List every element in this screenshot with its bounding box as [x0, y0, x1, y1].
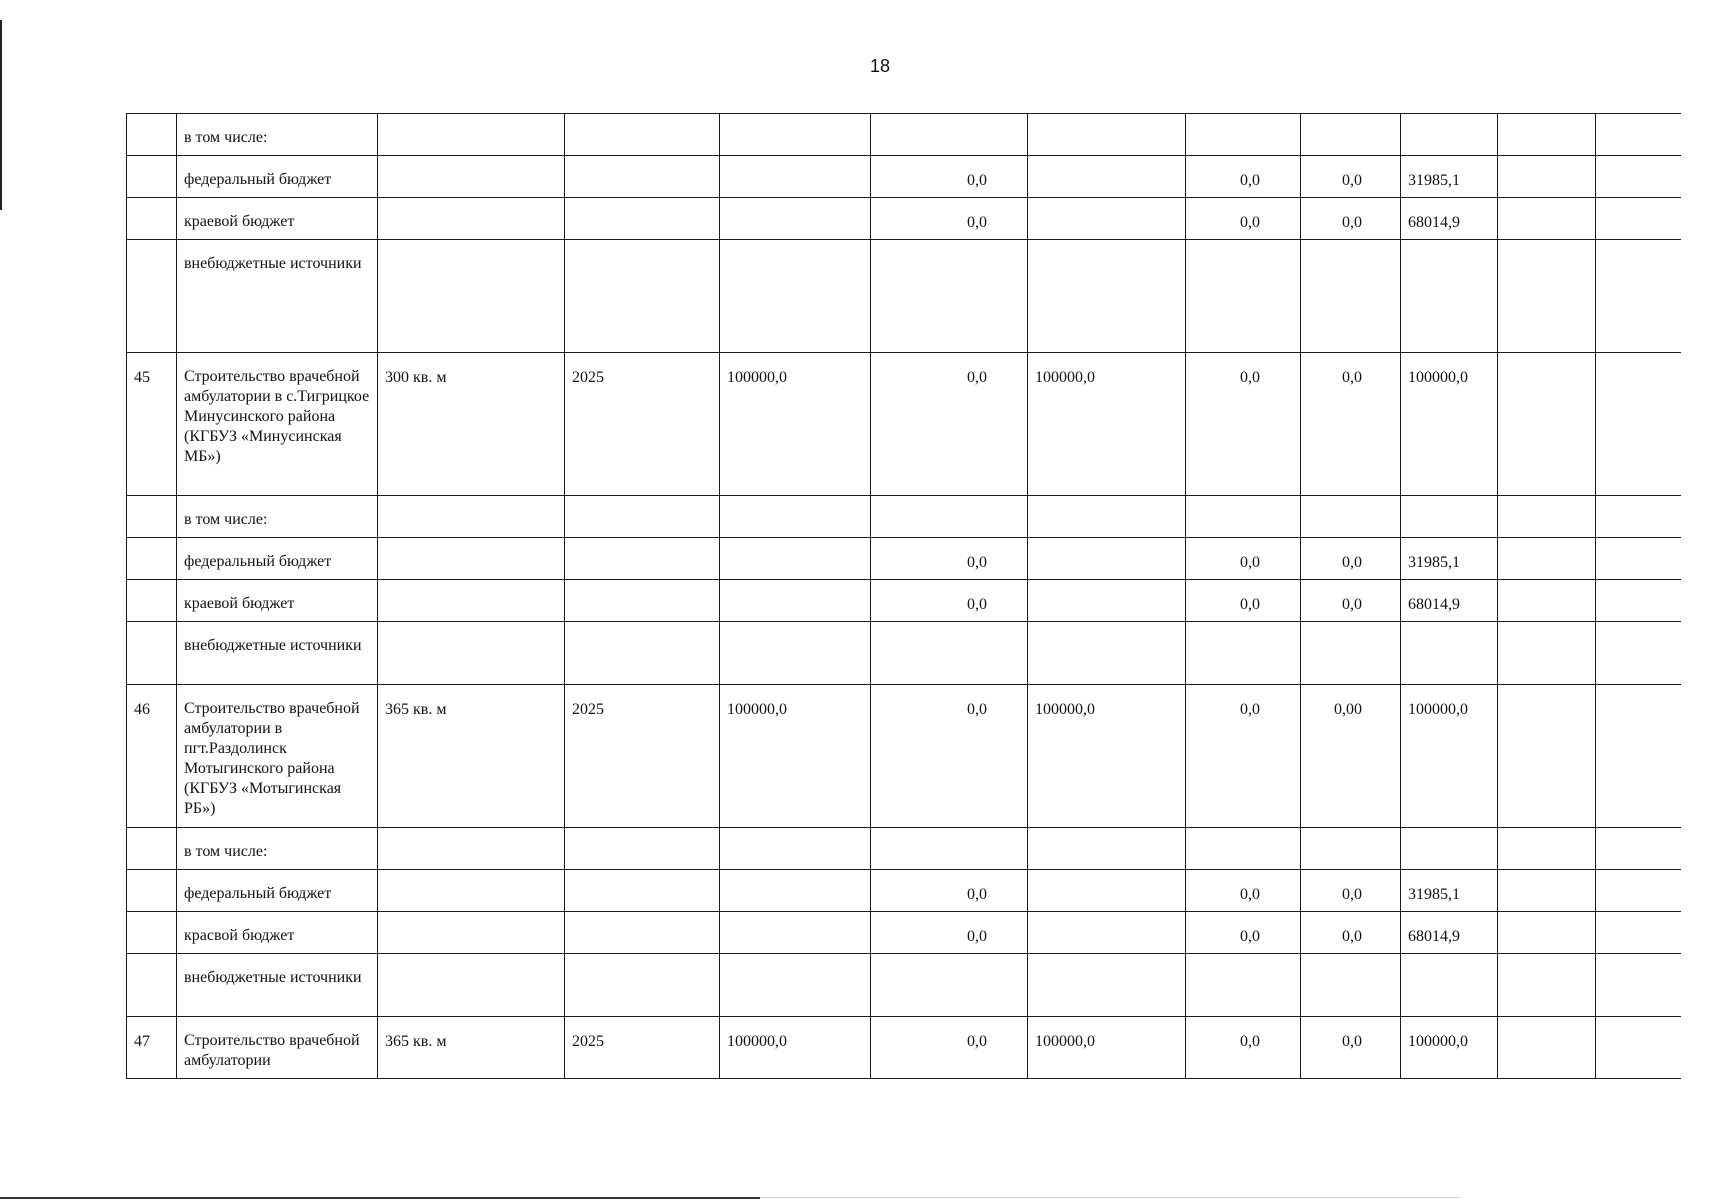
value-col-2-cell: 0,0 — [871, 353, 1028, 496]
value-col-6-cell: 100000,0 — [1401, 1017, 1498, 1079]
capacity-cell — [378, 198, 565, 240]
object-name-cell: в том числе: — [177, 114, 378, 156]
value-col-6-cell: 31985,1 — [1401, 870, 1498, 912]
empty-col-7-cell — [1498, 622, 1596, 685]
estimated-cost-cell — [720, 240, 871, 353]
empty-col-7-cell — [1498, 240, 1596, 353]
table-row — [127, 870, 1681, 912]
value-col-6-cell: 100000,0 — [1401, 685, 1498, 828]
capacity-cell — [378, 954, 565, 1017]
scan-edge-line — [0, 20, 2, 210]
empty-col-7-cell — [1498, 156, 1596, 198]
value-col-5-cell: 0,00 — [1301, 685, 1401, 828]
value-col-4-cell: 0,0 — [1186, 353, 1301, 496]
estimated-cost-cell — [720, 198, 871, 240]
table-row — [127, 685, 1681, 828]
row-number-cell — [127, 912, 177, 954]
value-col-4-cell: 0,0 — [1186, 156, 1301, 198]
capacity-cell: 300 кв. м — [378, 353, 565, 496]
year-cell — [565, 870, 720, 912]
table-row — [127, 538, 1681, 580]
page-number: 18 — [869, 56, 891, 76]
value-col-6-cell — [1401, 622, 1498, 685]
row-number-cell — [127, 580, 177, 622]
empty-col-8-cell — [1596, 114, 1681, 156]
row-number-cell: 45 — [127, 353, 177, 496]
table-row — [127, 240, 1681, 353]
year-cell: 2025 — [565, 1017, 720, 1079]
value-col-5-cell: 0,0 — [1301, 1017, 1401, 1079]
estimated-cost-cell — [720, 912, 871, 954]
empty-col-7-cell — [1498, 580, 1596, 622]
value-col-3-cell: 100000,0 — [1028, 1017, 1186, 1079]
estimated-cost-cell — [720, 954, 871, 1017]
year-cell — [565, 622, 720, 685]
value-col-6-cell — [1401, 954, 1498, 1017]
value-col-2-cell: 0,0 — [871, 870, 1028, 912]
empty-col-8-cell — [1596, 538, 1681, 580]
value-col-6-cell — [1401, 496, 1498, 538]
capacity-cell — [378, 156, 565, 198]
value-col-5-cell — [1301, 240, 1401, 353]
value-col-3-cell — [1028, 114, 1186, 156]
year-cell — [565, 496, 720, 538]
empty-col-7-cell — [1498, 870, 1596, 912]
value-col-3-cell — [1028, 954, 1186, 1017]
value-col-6-cell: 68014,9 — [1401, 198, 1498, 240]
year-cell — [565, 580, 720, 622]
capacity-cell — [378, 496, 565, 538]
value-col-4-cell: 0,0 — [1186, 870, 1301, 912]
value-col-4-cell: 0,0 — [1186, 198, 1301, 240]
value-col-4-cell — [1186, 828, 1301, 870]
year-cell — [565, 114, 720, 156]
empty-col-8-cell — [1596, 1017, 1681, 1079]
empty-col-8-cell — [1596, 156, 1681, 198]
row-number-cell — [127, 240, 177, 353]
value-col-5-cell: 0,0 — [1301, 870, 1401, 912]
year-cell — [565, 912, 720, 954]
value-col-6-cell: 68014,9 — [1401, 580, 1498, 622]
empty-col-7-cell — [1498, 954, 1596, 1017]
value-col-5-cell — [1301, 954, 1401, 1017]
value-col-4-cell: 0,0 — [1186, 685, 1301, 828]
estimated-cost-cell — [720, 538, 871, 580]
value-col-2-cell: 0,0 — [871, 580, 1028, 622]
value-col-3-cell — [1028, 828, 1186, 870]
value-col-2-cell: 0,0 — [871, 156, 1028, 198]
row-number-cell — [127, 114, 177, 156]
value-col-2-cell: 0,0 — [871, 685, 1028, 828]
value-col-2-cell: 0,0 — [871, 198, 1028, 240]
value-col-5-cell: 0,0 — [1301, 156, 1401, 198]
table-row — [127, 954, 1681, 1017]
value-col-2-cell — [871, 622, 1028, 685]
value-col-2-cell — [871, 496, 1028, 538]
object-name-cell: в том числе: — [177, 496, 378, 538]
value-col-4-cell: 0,0 — [1186, 538, 1301, 580]
value-col-3-cell — [1028, 580, 1186, 622]
capacity-cell — [378, 622, 565, 685]
empty-col-7-cell — [1498, 114, 1596, 156]
year-cell — [565, 156, 720, 198]
empty-col-8-cell — [1596, 685, 1681, 828]
table-row — [127, 198, 1681, 240]
object-name-cell: федеральный бюджет — [177, 538, 378, 580]
value-col-4-cell: 0,0 — [1186, 912, 1301, 954]
object-name-cell: краевой бюджет — [177, 198, 378, 240]
empty-col-7-cell — [1498, 912, 1596, 954]
empty-col-8-cell — [1596, 496, 1681, 538]
value-col-4-cell: 0,0 — [1186, 1017, 1301, 1079]
object-name-cell: Строительство врачебной амбулатории — [177, 1017, 378, 1079]
value-col-3-cell — [1028, 496, 1186, 538]
empty-col-7-cell — [1498, 496, 1596, 538]
empty-col-7-cell — [1498, 198, 1596, 240]
table-row — [127, 156, 1681, 198]
empty-col-8-cell — [1596, 198, 1681, 240]
year-cell — [565, 198, 720, 240]
value-col-6-cell — [1401, 240, 1498, 353]
estimated-cost-cell: 100000,0 — [720, 1017, 871, 1079]
object-name-cell: в том числе: — [177, 828, 378, 870]
value-col-6-cell — [1401, 828, 1498, 870]
value-col-4-cell — [1186, 496, 1301, 538]
value-col-2-cell — [871, 240, 1028, 353]
object-name-cell: федеральный бюджет — [177, 156, 378, 198]
row-number-cell — [127, 828, 177, 870]
year-cell — [565, 240, 720, 353]
value-col-6-cell: 31985,1 — [1401, 538, 1498, 580]
value-col-5-cell: 0,0 — [1301, 912, 1401, 954]
value-col-2-cell: 0,0 — [871, 538, 1028, 580]
table-row — [127, 353, 1681, 496]
value-col-5-cell: 0,0 — [1301, 353, 1401, 496]
capacity-cell — [378, 580, 565, 622]
year-cell: 2025 — [565, 685, 720, 828]
value-col-4-cell: 0,0 — [1186, 580, 1301, 622]
value-col-3-cell: 100000,0 — [1028, 353, 1186, 496]
value-col-5-cell — [1301, 622, 1401, 685]
estimated-cost-cell — [720, 622, 871, 685]
value-col-4-cell — [1186, 622, 1301, 685]
value-col-3-cell — [1028, 538, 1186, 580]
year-cell: 2025 — [565, 353, 720, 496]
value-col-6-cell: 68014,9 — [1401, 912, 1498, 954]
value-col-6-cell: 31985,1 — [1401, 156, 1498, 198]
object-name-cell: внебюджетные источники — [177, 954, 378, 1017]
estimated-cost-cell — [720, 114, 871, 156]
value-col-4-cell — [1186, 240, 1301, 353]
row-number-cell — [127, 156, 177, 198]
capacity-cell — [378, 912, 565, 954]
empty-col-8-cell — [1596, 580, 1681, 622]
table-row — [127, 496, 1681, 538]
empty-col-7-cell — [1498, 538, 1596, 580]
scan-bottom-edge-faint — [760, 1197, 1460, 1198]
value-col-3-cell — [1028, 156, 1186, 198]
row-number-cell — [127, 496, 177, 538]
empty-col-8-cell — [1596, 870, 1681, 912]
value-col-5-cell: 0,0 — [1301, 580, 1401, 622]
empty-col-8-cell — [1596, 622, 1681, 685]
capacity-cell — [378, 828, 565, 870]
year-cell — [565, 828, 720, 870]
row-number-cell — [127, 198, 177, 240]
estimated-cost-cell — [720, 828, 871, 870]
table-body — [127, 114, 1681, 1079]
table-row — [127, 912, 1681, 954]
estimated-cost-cell: 100000,0 — [720, 685, 871, 828]
estimated-cost-cell — [720, 580, 871, 622]
empty-col-8-cell — [1596, 353, 1681, 496]
value-col-4-cell — [1186, 954, 1301, 1017]
value-col-2-cell: 0,0 — [871, 1017, 1028, 1079]
empty-col-7-cell — [1498, 353, 1596, 496]
capacity-cell: 365 кв. м — [378, 685, 565, 828]
object-name-cell: Строительство врачебной амбулатории в пгт.Раздолинск Мотыгинского района (КГБУЗ «Мотыгинская РБ») — [177, 685, 378, 828]
value-col-3-cell — [1028, 198, 1186, 240]
object-name-cell: внебюджетные источники — [177, 622, 378, 685]
estimated-cost-cell — [720, 156, 871, 198]
empty-col-7-cell — [1498, 1017, 1596, 1079]
empty-col-8-cell — [1596, 240, 1681, 353]
estimated-cost-cell — [720, 870, 871, 912]
object-name-cell: внебюджетные источники — [177, 240, 378, 353]
row-number-cell — [127, 954, 177, 1017]
value-col-2-cell — [871, 954, 1028, 1017]
table-row — [127, 114, 1681, 156]
estimated-cost-cell: 100000,0 — [720, 353, 871, 496]
value-col-3-cell — [1028, 870, 1186, 912]
value-col-2-cell — [871, 114, 1028, 156]
value-col-3-cell — [1028, 912, 1186, 954]
year-cell — [565, 954, 720, 1017]
table-row — [127, 622, 1681, 685]
capacity-cell — [378, 538, 565, 580]
value-col-4-cell — [1186, 114, 1301, 156]
object-name-cell: федеральный бюджет — [177, 870, 378, 912]
empty-col-8-cell — [1596, 954, 1681, 1017]
capacity-cell — [378, 114, 565, 156]
value-col-5-cell: 0,0 — [1301, 198, 1401, 240]
table-row — [127, 1017, 1681, 1079]
empty-col-8-cell — [1596, 912, 1681, 954]
table-row — [127, 828, 1681, 870]
value-col-5-cell — [1301, 114, 1401, 156]
year-cell — [565, 538, 720, 580]
value-col-3-cell: 100000,0 — [1028, 685, 1186, 828]
capacity-cell — [378, 870, 565, 912]
capacity-cell — [378, 240, 565, 353]
object-name-cell: краевой бюджет — [177, 580, 378, 622]
value-col-5-cell — [1301, 496, 1401, 538]
value-col-2-cell — [871, 828, 1028, 870]
row-number-cell — [127, 870, 177, 912]
row-number-cell: 46 — [127, 685, 177, 828]
table-row — [127, 580, 1681, 622]
row-number-cell — [127, 538, 177, 580]
row-number-cell: 47 — [127, 1017, 177, 1079]
object-name-cell: красвой бюджет — [177, 912, 378, 954]
value-col-2-cell: 0,0 — [871, 912, 1028, 954]
value-col-3-cell — [1028, 622, 1186, 685]
empty-col-7-cell — [1498, 828, 1596, 870]
empty-col-8-cell — [1596, 828, 1681, 870]
empty-col-7-cell — [1498, 685, 1596, 828]
scan-bottom-edge — [0, 1197, 760, 1199]
value-col-5-cell — [1301, 828, 1401, 870]
value-col-3-cell — [1028, 240, 1186, 353]
value-col-6-cell — [1401, 114, 1498, 156]
object-name-cell: Строительство врачебной амбулатории в с.Тигрицкое Минусинского района (КГБУЗ «Минусинская МБ») — [177, 353, 378, 496]
row-number-cell — [127, 622, 177, 685]
capacity-cell: 365 кв. м — [378, 1017, 565, 1079]
value-col-6-cell: 100000,0 — [1401, 353, 1498, 496]
estimated-cost-cell — [720, 496, 871, 538]
funding-table — [126, 113, 1681, 1079]
value-col-5-cell: 0,0 — [1301, 538, 1401, 580]
